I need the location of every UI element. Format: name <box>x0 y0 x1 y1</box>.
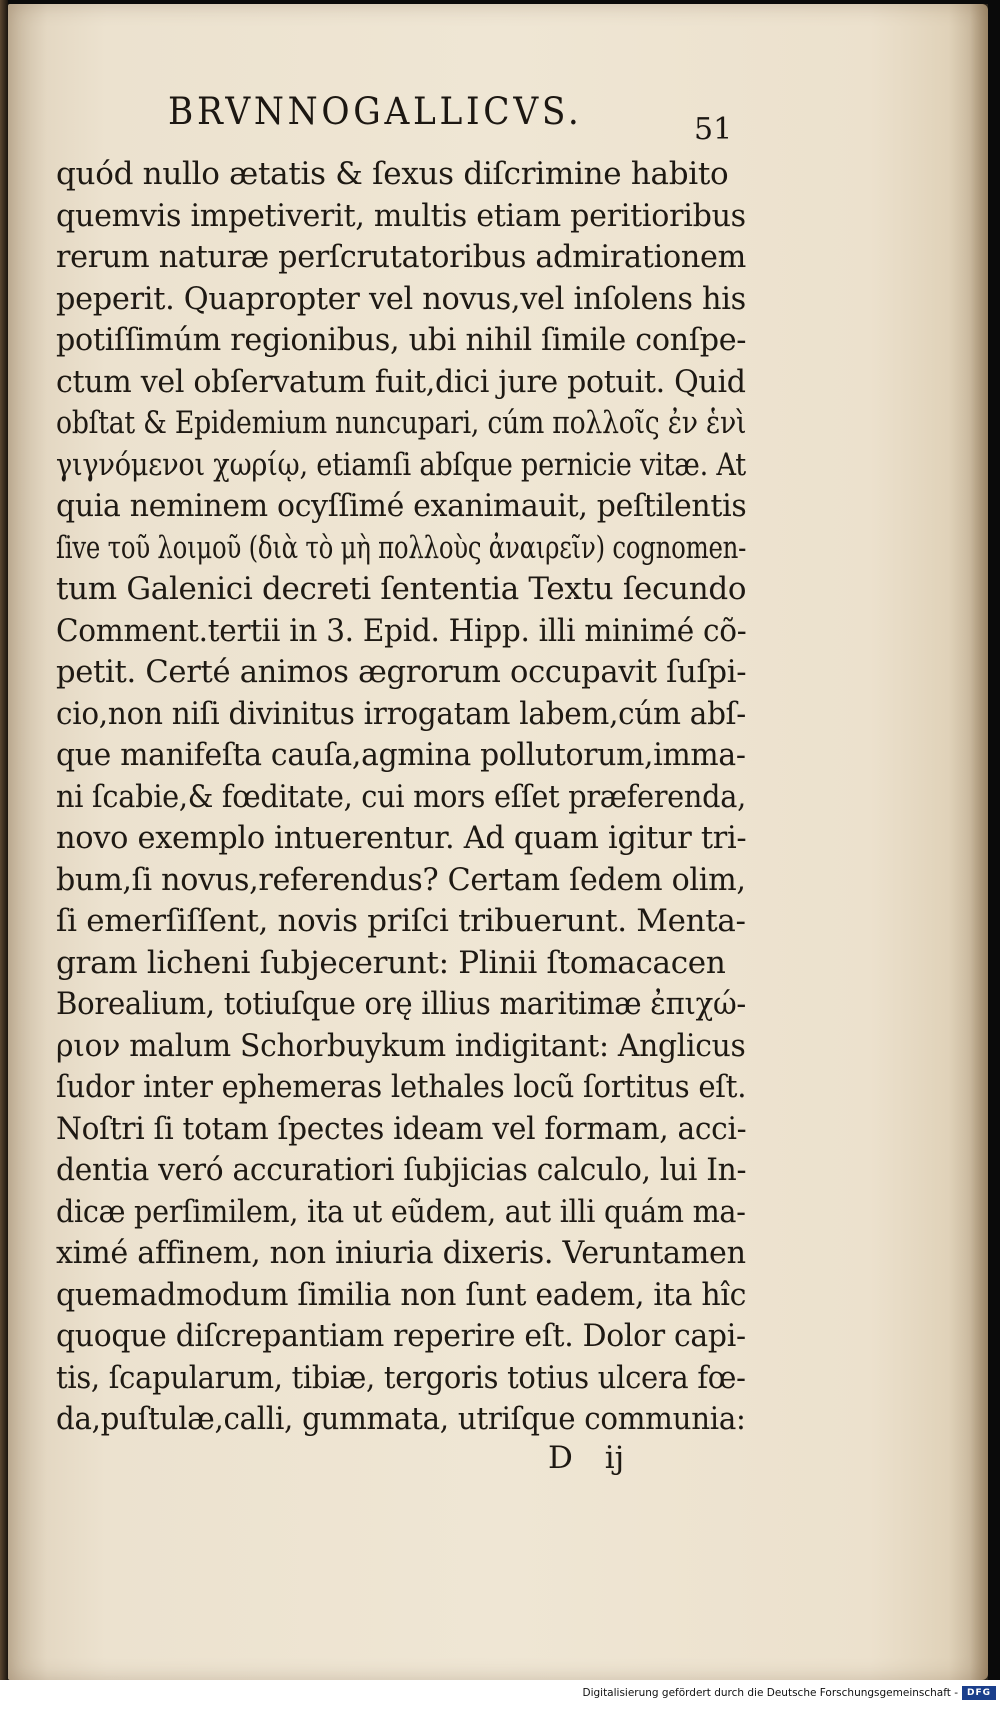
text-line: obſtat & Epidemium nuncupari, cúm πολλοῖς ἐν ἑνὶ <box>56 405 747 441</box>
text-line: dicæ perſimilem, ita ut eũdem, aut illi quám ma- <box>56 1193 746 1230</box>
text-line: ριον malum Schorbuykum indigitant: Anglicus <box>56 1027 746 1064</box>
text-line: tis, ſcapularum, tibiæ, tergoris totius ulcera fœ- <box>56 1359 746 1396</box>
text-line: quód nullo ætatis & ſexus diſcrimine habito <box>56 156 729 192</box>
text-line: quemadmodum ſimilia non ſunt eadem, ita hîc <box>56 1276 747 1313</box>
text-line: quoque diſcrepantiam reperire eſt. Dolor capi- <box>56 1318 746 1354</box>
text-line: petit. Certé animos ægrorum occupavit ſuſpi- <box>56 654 747 690</box>
text-line: peperit. Quapropter vel novus,vel inſolens his <box>56 280 746 317</box>
text-line: novo exemplo intuerentur. Ad quam igitur tri- <box>56 820 747 856</box>
text-line: gram licheni ſubjecerunt: Plinii ſtomacacen <box>56 944 726 981</box>
text-line: Borealium, totiuſque orę illius maritimæ ἐπιχώ- <box>56 986 746 1022</box>
text-line: da,puſtulæ,calli, gummata, utriſque communia: <box>56 1401 746 1437</box>
page-edge-shadow <box>970 4 988 1680</box>
text-line: γιγνόμενοι χωρίῳ, etiamſi abſque pernicie vitæ. At <box>56 446 746 483</box>
text-line: Noſtri ſi totam ſpectes ideam vel formam, acci- <box>56 1110 747 1147</box>
text-line: quia neminem ocyſſimé exanimauit, peſtilentis <box>56 488 747 524</box>
text-line: quemvis impetiverit, multis etiam peritioribus <box>56 197 746 234</box>
text-line: ni ſcabie,& fœditate, cui mors eſſet præferenda, <box>56 778 747 815</box>
text-line: cio,non niſi divinitus irrogatam labem,cúm abſ- <box>56 695 746 732</box>
text-line: potiſſimúm regionibus, ubi nihil ſimile conſpe- <box>56 322 747 358</box>
text-line: ſi emerſiſſent, novis priſci tribuerunt. Menta- <box>56 903 746 939</box>
text-line: rerum naturæ perſcrutatoribus admirationem <box>56 239 746 275</box>
running-head: BRVNNOGALLICVS. <box>168 90 583 133</box>
text-line: dentia veró accuratiori ſubjicias calculo, lui In- <box>56 1152 747 1188</box>
digitization-credit: Digitalisierung gefördert durch die Deutsche Forschungsgemeinschaft - <box>582 1687 958 1699</box>
text-line: que manifeſta cauſa,agmina pollutorum,imma- <box>56 737 746 773</box>
text-line: Comment.tertii in 3. Epid. Hipp. illi minimé cõ- <box>56 612 747 649</box>
body-text <box>56 154 756 1441</box>
text-line: ximé affinem, non iniuria dixeris. Veruntamen <box>56 1235 746 1271</box>
text-line: ctum vel obſervatum fuit,dici jure potuit. Quid <box>56 363 746 400</box>
page-number: 51 <box>694 112 733 147</box>
text-line: bum,ſi novus,referendus? Certam ſedem olim, <box>56 861 746 898</box>
text-line: tum Galenici decreti ſententia Textu ſecundo <box>56 571 747 607</box>
text-line: ſive τοῦ λοιμοῦ (διὰ τὸ μὴ πολλοὺς ἀναιρεῖν) cognomen- <box>56 529 747 566</box>
text-line: ſudor inter ephemeras lethales locũ ſortitus eſt. <box>56 1069 747 1105</box>
dfg-logo-icon: DFG <box>962 1686 996 1700</box>
signature-mark: D ij <box>548 1440 625 1476</box>
book-page <box>8 4 988 1680</box>
book-spine-edge <box>0 0 8 1680</box>
